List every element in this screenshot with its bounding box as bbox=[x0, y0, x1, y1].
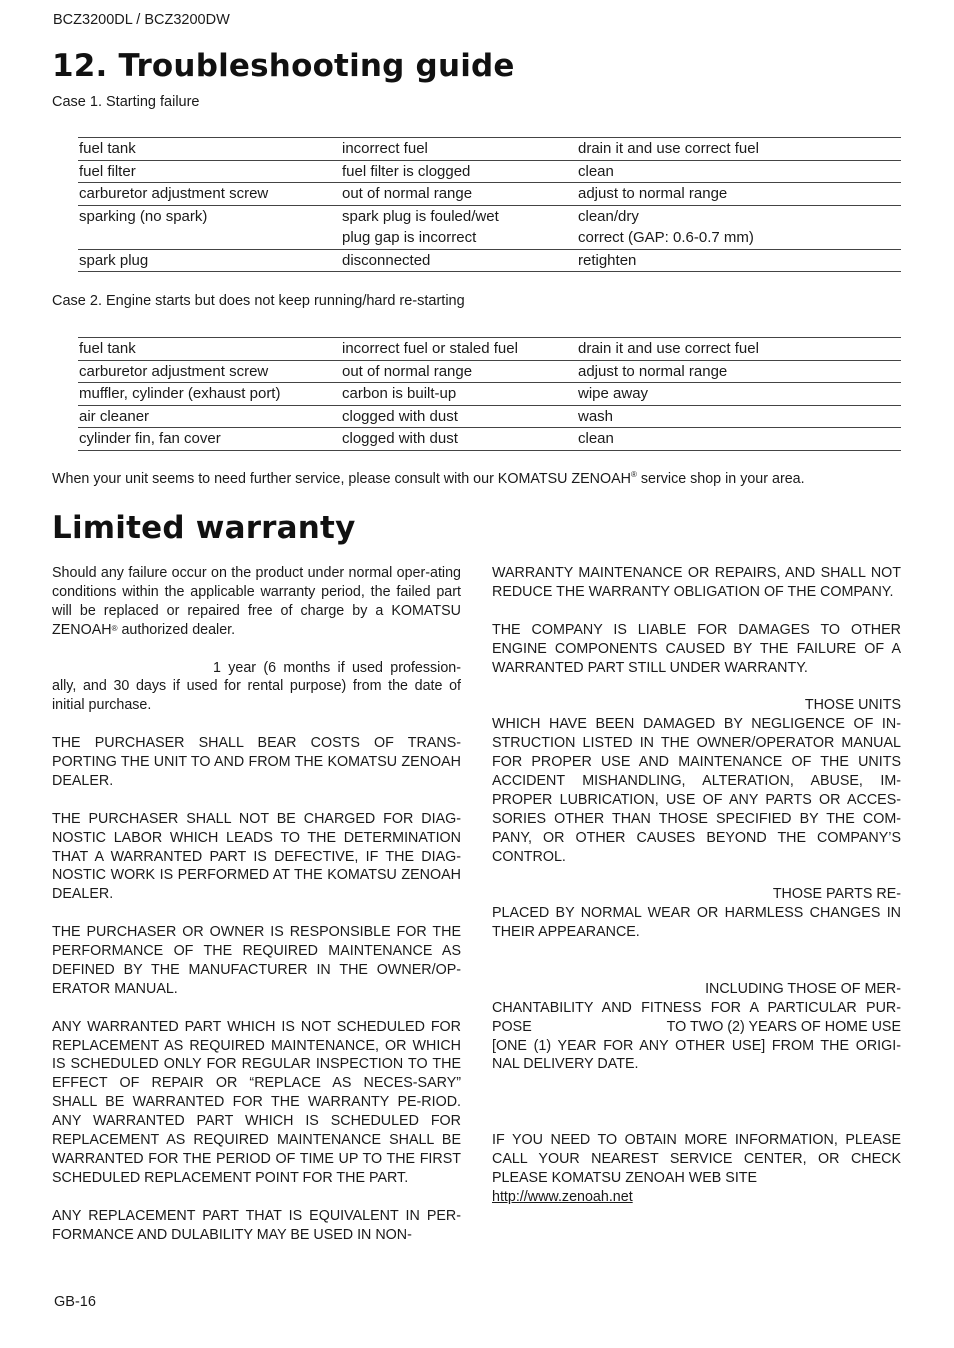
cause-cell: clogged with dust bbox=[341, 405, 577, 428]
remedy-cell: clean bbox=[577, 428, 901, 451]
cause-cell: incorrect fuel or staled fuel bbox=[341, 338, 577, 361]
remedy-cell: adjust to normal range bbox=[577, 183, 901, 206]
part-cell: carburetor adjustment screw bbox=[78, 183, 341, 206]
cause-cell: fuel filter is clogged bbox=[341, 160, 577, 183]
warranty-right-column bbox=[492, 564, 901, 1207]
warranty-paragraph: ANY WARRANTED PART WHICH IS NOT SCHEDULED FOR REPLACEMENT AS REQUIRED MAINTENANCE, OR WHICH IS SCHEDULED ONLY FOR REGULAR INSPECTION TO THE EFFECT OF REPAIR OR “REPLACE AS NECES-SARY” SHALL BE WARRANTED FOR THE WARRANTY PE-RIOD. ANY WARRANTED PART WHICH IS SCHEDULED FOR REPLACEMENT AS REQUIRED MAINTENANCE SHALL BE WARRANTED FOR THE PERIOD OF TIME UP TO THE FIRST SCHEDULED REPLACEMENT POINT FOR THE PART. bbox=[52, 1018, 461, 1186]
case2-table bbox=[78, 337, 901, 451]
case1-label: Case 1. Starting failure bbox=[52, 94, 200, 110]
remedy-cell: correct (GAP: 0.6-0.7 mm) bbox=[577, 227, 901, 249]
remedy-cell: clean bbox=[577, 160, 901, 183]
page-number: GB-16 bbox=[54, 1294, 96, 1310]
warranty-wear-parts: THOSE PARTS RE- PLACED BY NORMAL WEAR OR HARMLESS CHANGES IN THEIR APPEARANCE. bbox=[492, 886, 901, 941]
warranty-implied: INCLUDING THOSE OF MER- CHANTABILITY AND FITNESS FOR A PARTICULAR PUR- POSE TO TWO (2) YEARS OF HOME USE [ONE (1) YEAR FOR ANY OTHER USE] FROM THE ORIGI-NAL DELIVERY DATE. bbox=[492, 980, 901, 1073]
table-row bbox=[78, 227, 901, 249]
cause-cell: out of normal range bbox=[341, 183, 577, 206]
cause-cell: carbon is built-up bbox=[341, 383, 577, 406]
website-link[interactable]: http://www.zenoah.net bbox=[492, 1188, 633, 1205]
part-cell: sparking (no spark) bbox=[79, 207, 208, 225]
part-cell: air cleaner bbox=[78, 405, 341, 428]
table-row bbox=[78, 405, 901, 428]
warranty-paragraph: THE PURCHASER SHALL NOT BE CHARGED FOR DIAG-NOSTIC LABOR WHICH LEADS TO THE DETERMINATION THAT A WARRANTED PART IS DEFECTIVE, IF THE DIAG-NOSTIC WORK IS PERFORMED AT THE KOMATSU ZENOAH DEALER. bbox=[52, 810, 461, 903]
remedy-cell: wipe away bbox=[577, 383, 901, 406]
troubleshooting-title: 12. Troubleshooting guide bbox=[52, 48, 515, 84]
warranty-paragraph: Should any failure occur on the product under normal oper-ating conditions within the applicable warranty period, the failed part will be replaced or repaired free of charge by a KOMATSU ZENOAH® authorized dealer. bbox=[52, 565, 461, 638]
part-cell: fuel tank bbox=[78, 138, 341, 161]
part-cell: cylinder fin, fan cover bbox=[78, 428, 341, 451]
warranty-paragraph: THE COMPANY IS LIABLE FOR DAMAGES TO OTHER ENGINE COMPONENTS CAUSED BY THE FAILURE OF A WARRANTED PART STILL UNDER WARRANTY. bbox=[492, 621, 901, 676]
cause-cell: spark plug is fouled/wet bbox=[342, 207, 499, 225]
case2-label: Case 2. Engine starts but does not keep running/hard re-starting bbox=[52, 293, 465, 309]
cause-cell: clogged with dust bbox=[341, 428, 577, 451]
remedy-cell: wash bbox=[577, 405, 901, 428]
part-cell: fuel filter bbox=[78, 160, 341, 183]
service-note: When your unit seems to need further service, please consult with our KOMATSU ZENOAH® service shop in your area. bbox=[52, 470, 805, 487]
part-cell: carburetor adjustment screw bbox=[78, 360, 341, 383]
table-row bbox=[78, 338, 901, 361]
table-row bbox=[78, 138, 901, 161]
warranty-exclusions: THOSE UNITS WHICH HAVE BEEN DAMAGED BY NEGLIGENCE OF IN-STRUCTION LISTED IN THE OWNER/OPERATOR MANUAL FOR PROPER USE AND MAINTENANCE OF THE UNITS ACCIDENT MISHANDLING, ALTERATION, ABUSE, IM-PROPER LUBRICATION, USE OF ANY PARTS OR ACCES-SORIES OTHER THAN THOSE SPECIFIED BY THE COM-PANY, OR OTHER CAUSES BEYOND THE COMPANY’S CONTROL. bbox=[492, 697, 901, 865]
part-cell: muffler, cylinder (exhaust port) bbox=[78, 383, 341, 406]
warranty-title: Limited warranty bbox=[52, 510, 356, 546]
cause-cell: disconnected bbox=[341, 249, 577, 272]
more-info: IF YOU NEED TO OBTAIN MORE INFORMATION, PLEASE CALL YOUR NEAREST SERVICE CENTER, OR CHECK PLEASE KOMATSU ZENOAH WEB SITE http://www.zenoah.net bbox=[492, 1132, 901, 1205]
table-row bbox=[78, 360, 901, 383]
warranty-paragraph: ANY REPLACEMENT PART THAT IS EQUIVALENT IN PER-FORMANCE AND DULABILITY MAY BE USED IN NON- bbox=[52, 1207, 461, 1243]
part-cell: fuel tank bbox=[78, 338, 341, 361]
warranty-left-column bbox=[52, 564, 461, 1263]
cause-cell: plug gap is incorrect bbox=[341, 227, 577, 249]
cause-cell: incorrect fuel bbox=[341, 138, 577, 161]
remedy-cell: drain it and use correct fuel bbox=[577, 338, 901, 361]
table-row bbox=[78, 160, 901, 183]
table-row bbox=[78, 183, 901, 206]
part-cell: spark plug bbox=[78, 249, 341, 272]
case1-table bbox=[78, 137, 901, 272]
table-row bbox=[78, 205, 901, 227]
table-row bbox=[78, 383, 901, 406]
warranty-paragraph: THE PURCHASER SHALL BEAR COSTS OF TRANS-PORTING THE UNIT TO AND FROM THE KOMATSU ZENOAH DEALER. bbox=[52, 735, 461, 789]
model-header: BCZ3200DL / BCZ3200DW bbox=[53, 12, 230, 28]
warranty-paragraph: WARRANTY MAINTENANCE OR REPAIRS, AND SHALL NOT REDUCE THE WARRANTY OBLIGATION OF THE COMPANY. bbox=[492, 565, 901, 600]
warranty-period: 1 year (6 months if used profession-ally, and 30 days if used for rental purpose) from the date of initial purchase. bbox=[52, 659, 461, 714]
cause-cell: out of normal range bbox=[341, 360, 577, 383]
remedy-cell: adjust to normal range bbox=[577, 360, 901, 383]
remedy-cell: retighten bbox=[577, 249, 901, 272]
warranty-paragraph: THE PURCHASER OR OWNER IS RESPONSIBLE FOR THE PERFORMANCE OF THE REQUIRED MAINTENANCE AS DEFINED BY THE MANUFACTURER IN THE OWNER/OP-ERATOR MANUAL. bbox=[52, 924, 461, 997]
part-cell bbox=[78, 227, 341, 249]
remedy-cell: drain it and use correct fuel bbox=[577, 138, 901, 161]
remedy-cell: clean/dry bbox=[578, 207, 639, 225]
table-row bbox=[78, 428, 901, 451]
table-row bbox=[78, 249, 901, 272]
